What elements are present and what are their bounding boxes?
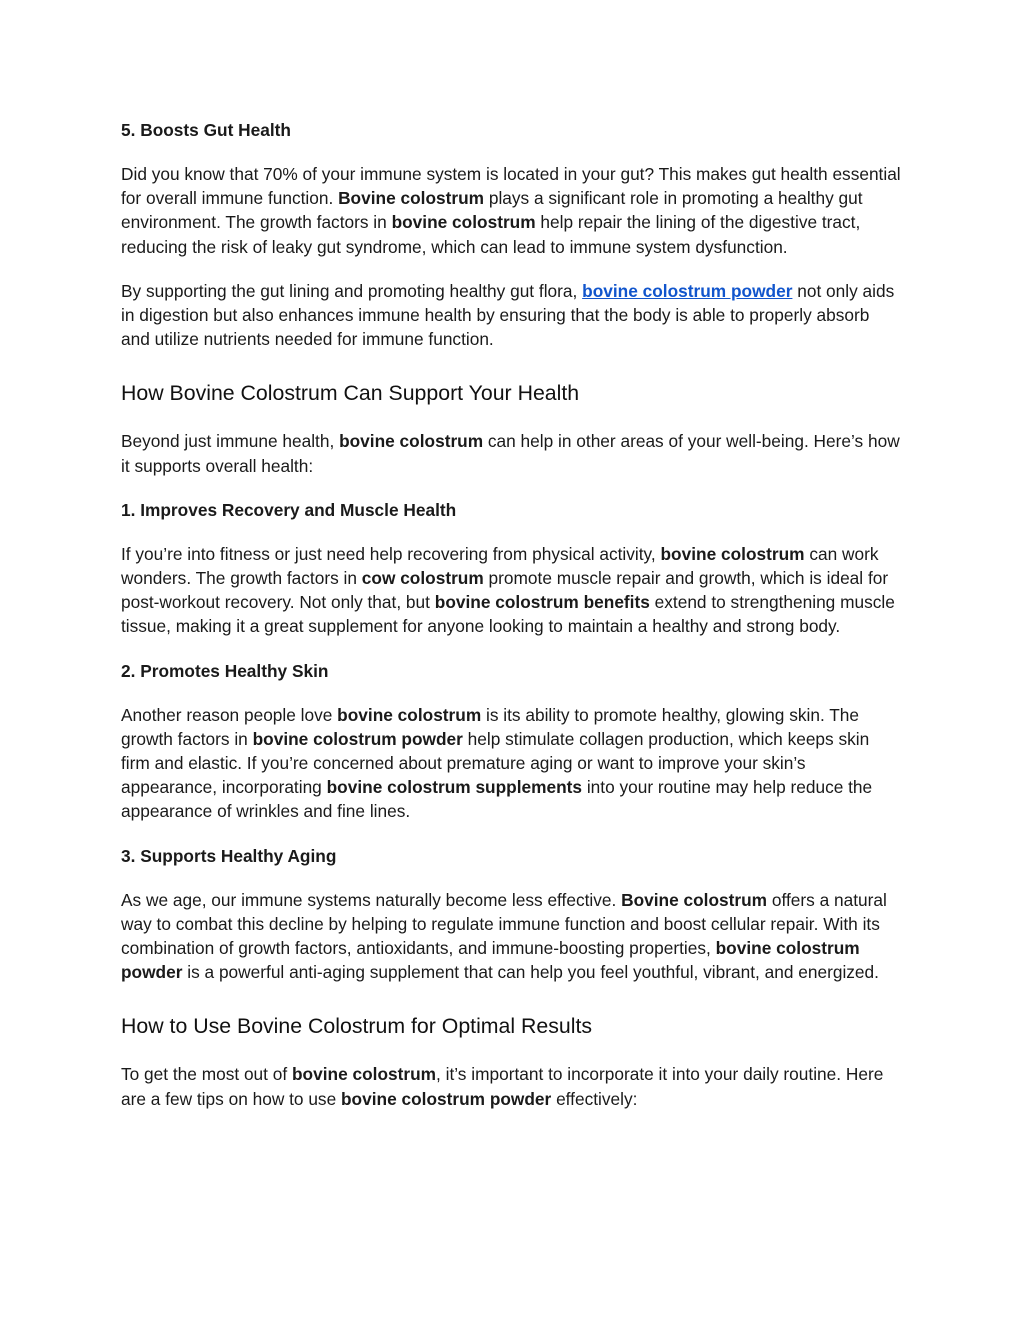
bold-term: bovine colostrum — [292, 1064, 437, 1085]
text-run: If you’re into fitness or just need help recovering from physical activity, — [121, 543, 661, 564]
bold-term: bovine colostrum — [391, 212, 536, 233]
text-run: extend to strengthening muscle tissue, making it a great supplement for anyone looking to maintain a healthy and strong body. — [121, 592, 895, 637]
paragraph-skin — [121, 703, 901, 824]
bold-term: Bovine colostrum — [621, 889, 768, 910]
bold-term: bovine colostrum — [660, 543, 805, 564]
text-run: is its ability to promote healthy, glowing skin. The growth factors in — [121, 704, 860, 749]
paragraph-support-intro — [121, 429, 901, 477]
subheading-skin: 2. Promotes Healthy Skin — [121, 660, 329, 681]
text-run: effectively: — [551, 1088, 638, 1109]
bold-term: Bovine colostrum — [338, 188, 485, 209]
text-run: into your routine may help reduce the appearance of wrinkles and fine lines. — [121, 777, 873, 822]
text-run: By supporting the gut lining and promoting healthy gut flora, — [121, 280, 583, 301]
heading-how-to-use: How to Use Bovine Colostrum for Optimal Results — [121, 1014, 593, 1039]
paragraph-recovery — [121, 542, 901, 639]
document-page — [121, 118, 901, 1131]
text-run: offers a natural way to combat this decline by helping to regulate immune function and boost cellular repair. With its combination of growth factors, antioxidants, and immune-boosting properties, — [121, 889, 887, 959]
text-run: is a powerful anti-aging supplement that can help you feel youthful, vibrant, and energized. — [182, 962, 879, 983]
bold-term: bovine colostrum — [337, 704, 482, 725]
text-run: plays a significant role in promoting a healthy gut environment. The growth factors in — [121, 188, 863, 233]
text-run: Beyond just immune health, — [121, 431, 340, 452]
section-heading-gut-health: 5. Boosts Gut Health — [121, 120, 291, 140]
bold-term: cow colostrum — [361, 568, 484, 589]
text-run: help repair the lining of the digestive tract, reducing the risk of leaky gut syndrome, which can lead to immune system dysfunction. — [121, 212, 861, 257]
text-run: , it’s important to incorporate it into your daily routine. Here are a few tips on how to use — [121, 1064, 884, 1109]
bold-term: bovine colostrum supplements — [326, 777, 583, 798]
bold-term: bovine colostrum benefits — [434, 592, 650, 613]
text-run: can help in other areas of your well-being. Here’s how it supports overall health: — [121, 431, 900, 476]
text-run: Another reason people love — [121, 704, 338, 725]
subheading-aging: 3. Supports Healthy Aging — [121, 845, 337, 866]
bold-term: bovine colostrum powder — [121, 938, 860, 983]
bold-term: bovine colostrum powder — [340, 1088, 552, 1109]
text-run: can work wonders. The growth factors in — [121, 543, 879, 589]
text-run: promote muscle repair and growth, which is ideal for post-workout recovery. Not only that, but — [121, 568, 889, 613]
text-run: not only aids in digestion but also enhances immune health by ensuring that the body is able to properly absorb and utilize nutrients needed for immune function. — [121, 280, 895, 350]
paragraph-aging — [121, 888, 901, 985]
bold-term: bovine colostrum powder — [252, 728, 463, 749]
bovine-colostrum-powder-link[interactable]: bovine colostrum powder — [582, 280, 793, 301]
text-run: help stimulate collagen production, which keeps skin firm and elastic. If you’re concerned about premature aging or want to improve your skin’s appearance, incorporating — [121, 728, 870, 798]
bold-term: bovine colostrum — [339, 431, 484, 452]
paragraph-usage-intro — [121, 1062, 901, 1110]
text-run: To get the most out of — [121, 1064, 292, 1085]
heading-support-health: How Bovine Colostrum Can Support Your Health — [121, 381, 580, 406]
paragraph-gut-lining — [121, 279, 901, 352]
paragraph-gut-intro — [121, 162, 901, 259]
text-run: Did you know that 70% of your immune system is located in your gut? This makes gut health essential for overall immune function. — [121, 164, 901, 209]
text-run: As we age, our immune systems naturally become less effective. — [121, 889, 622, 910]
subheading-recovery: 1. Improves Recovery and Muscle Health — [121, 499, 457, 520]
